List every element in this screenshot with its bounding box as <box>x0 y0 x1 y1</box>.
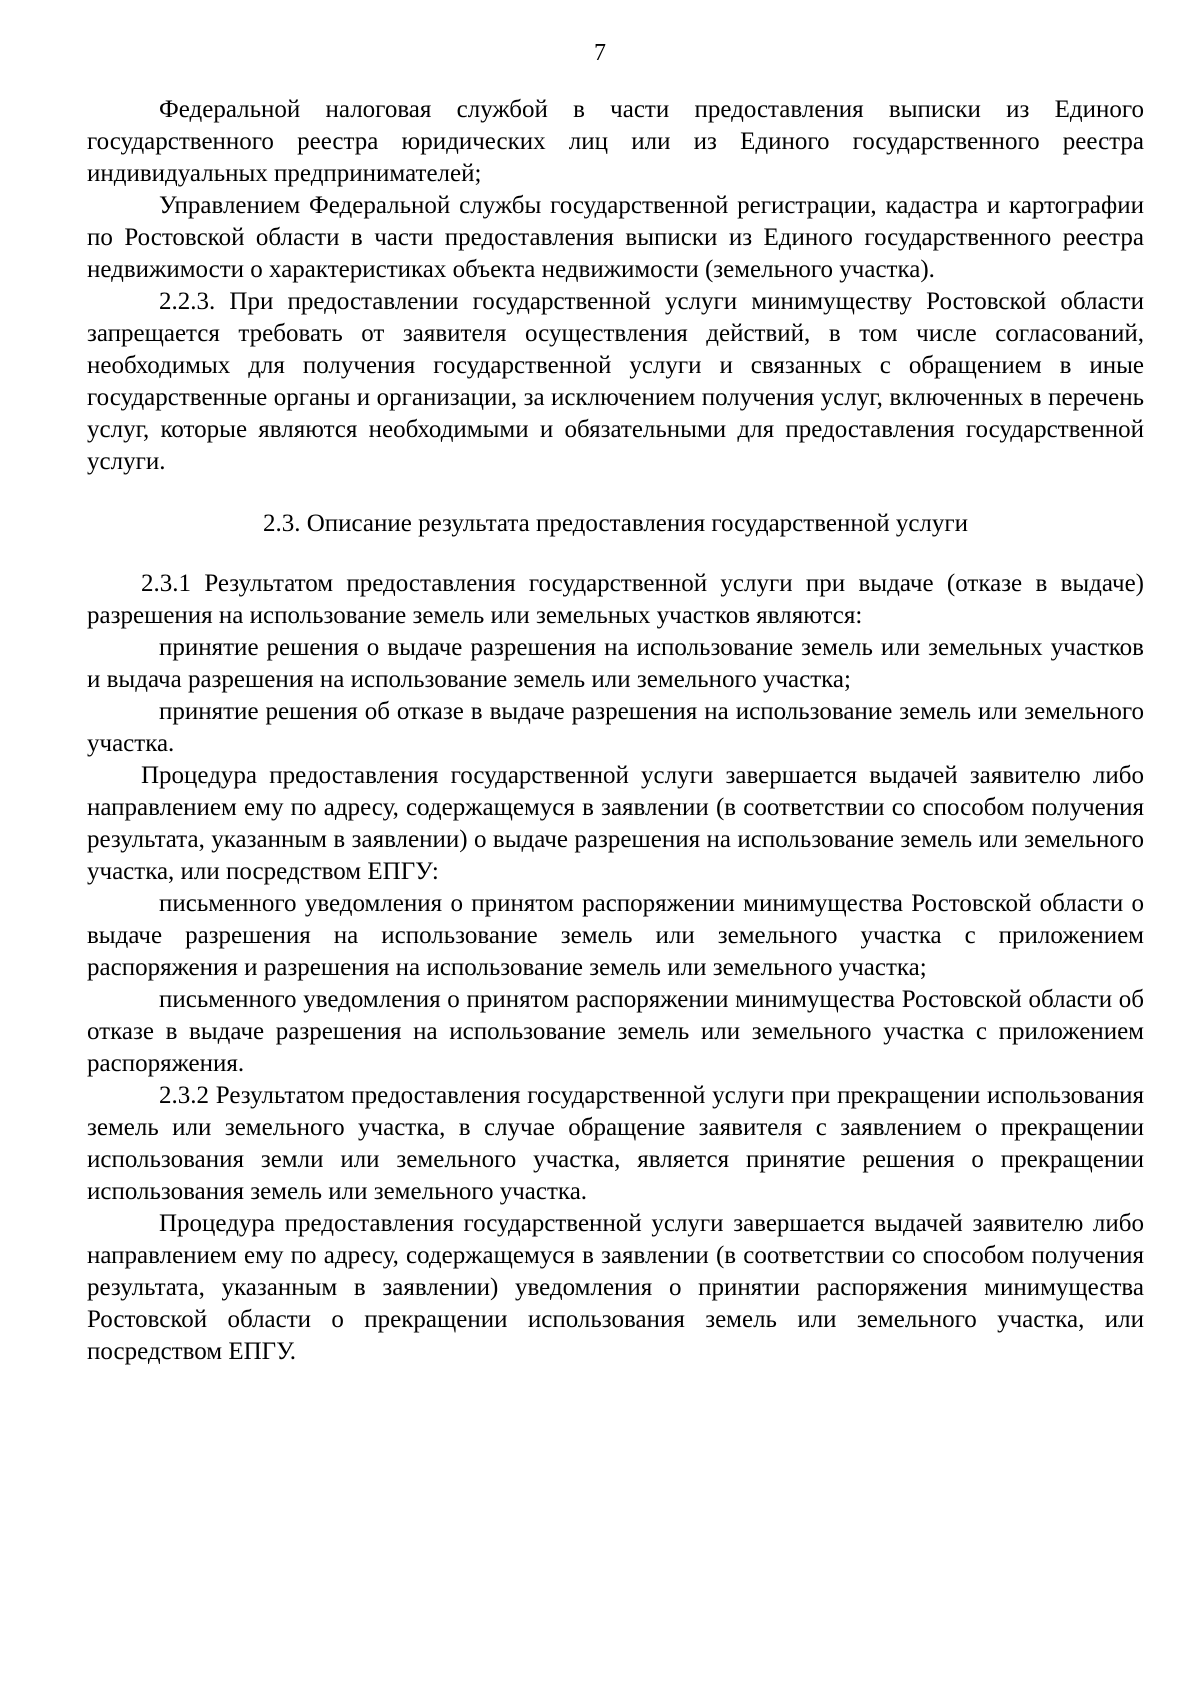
paragraph-notice-issue: письменного уведомления о принятом распоряжении минимущества Ростовской области о выдаче разрешения на использование земель или земельного участка с приложением распоряжения и разрешения на использование земель или земельного участка; <box>87 890 1144 981</box>
section-heading-2-3: 2.3. Описание результата предоставления государственной услуги <box>262 510 969 537</box>
paragraph-fns: Федеральной налоговая службой в части предоставления выписки из Единого государственного реестра юридических лиц или из Единого государственного реестра индивидуальных предпринимателей; <box>87 96 1144 187</box>
paragraph-procedure-2: Процедура предоставления государственной услуги завершается выдачей заявителю либо направлением ему по адресу, содержащемуся в заявлении (в соответствии со способом получения результата, указанным в заявлении) уведомления о принятии распоряжения минимущества Ростовской области о прекращении использования земель или земельного участка, или посредством ЕПГУ. <box>87 1210 1144 1365</box>
paragraph-2-3-1: 2.3.1 Результатом предоставления государственной услуги при выдаче (отказе в выдаче) разрешения на использование земель или земельных участков являются: <box>87 570 1144 629</box>
paragraph-decision-issue: принятие решения о выдаче разрешения на использование земель или земельных участков и выдача разрешения на использование земель или земельного участка; <box>87 634 1144 693</box>
paragraph-2-2-3: 2.2.3. При предоставлении государственной услуги минимуществу Ростовской области запрещается требовать от заявителя осуществления действий, в том числе согласований, необходимых для получения государственной услуги и связанных с обращением в иные государственные органы и организации, за исключением получения услуг, включенных в перечень услуг, которые являются необходимыми и обязательными для предоставления государственной услуги. <box>87 288 1144 475</box>
page-number: 7 <box>594 40 606 66</box>
paragraph-decision-refusal: принятие решения об отказе в выдаче разрешения на использование земель или земельного участка. <box>87 698 1144 757</box>
paragraph-2-3-2: 2.3.2 Результатом предоставления государственной услуги при прекращении использования земель или земельного участка, в случае обращение заявителя с заявлением о прекращении использования земли или земельного участка, является принятие решения о прекращении использования земель или земельного участка. <box>87 1082 1144 1205</box>
document-body <box>87 94 1144 1368</box>
paragraph-procedure-1: Процедура предоставления государственной услуги завершается выдачей заявителю либо направлением ему по адресу, содержащемуся в заявлении (в соответствии со способом получения результата, указанным в заявлении) о выдаче разрешения на использование земель или земельного участка, или посредством ЕПГУ: <box>87 762 1144 885</box>
paragraph-notice-refusal: письменного уведомления о принятом распоряжении минимущества Ростовской области об отказе в выдаче разрешения на использование земель или земельного участка с приложением распоряжения. <box>87 986 1144 1077</box>
paragraph-rosreestr: Управлением Федеральной службы государственной регистрации, кадастра и картографии по Ростовской области в части предоставления выписки из Единого государственного реестра недвижимости о характеристиках объекта недвижимости (земельного участка). <box>87 192 1144 283</box>
